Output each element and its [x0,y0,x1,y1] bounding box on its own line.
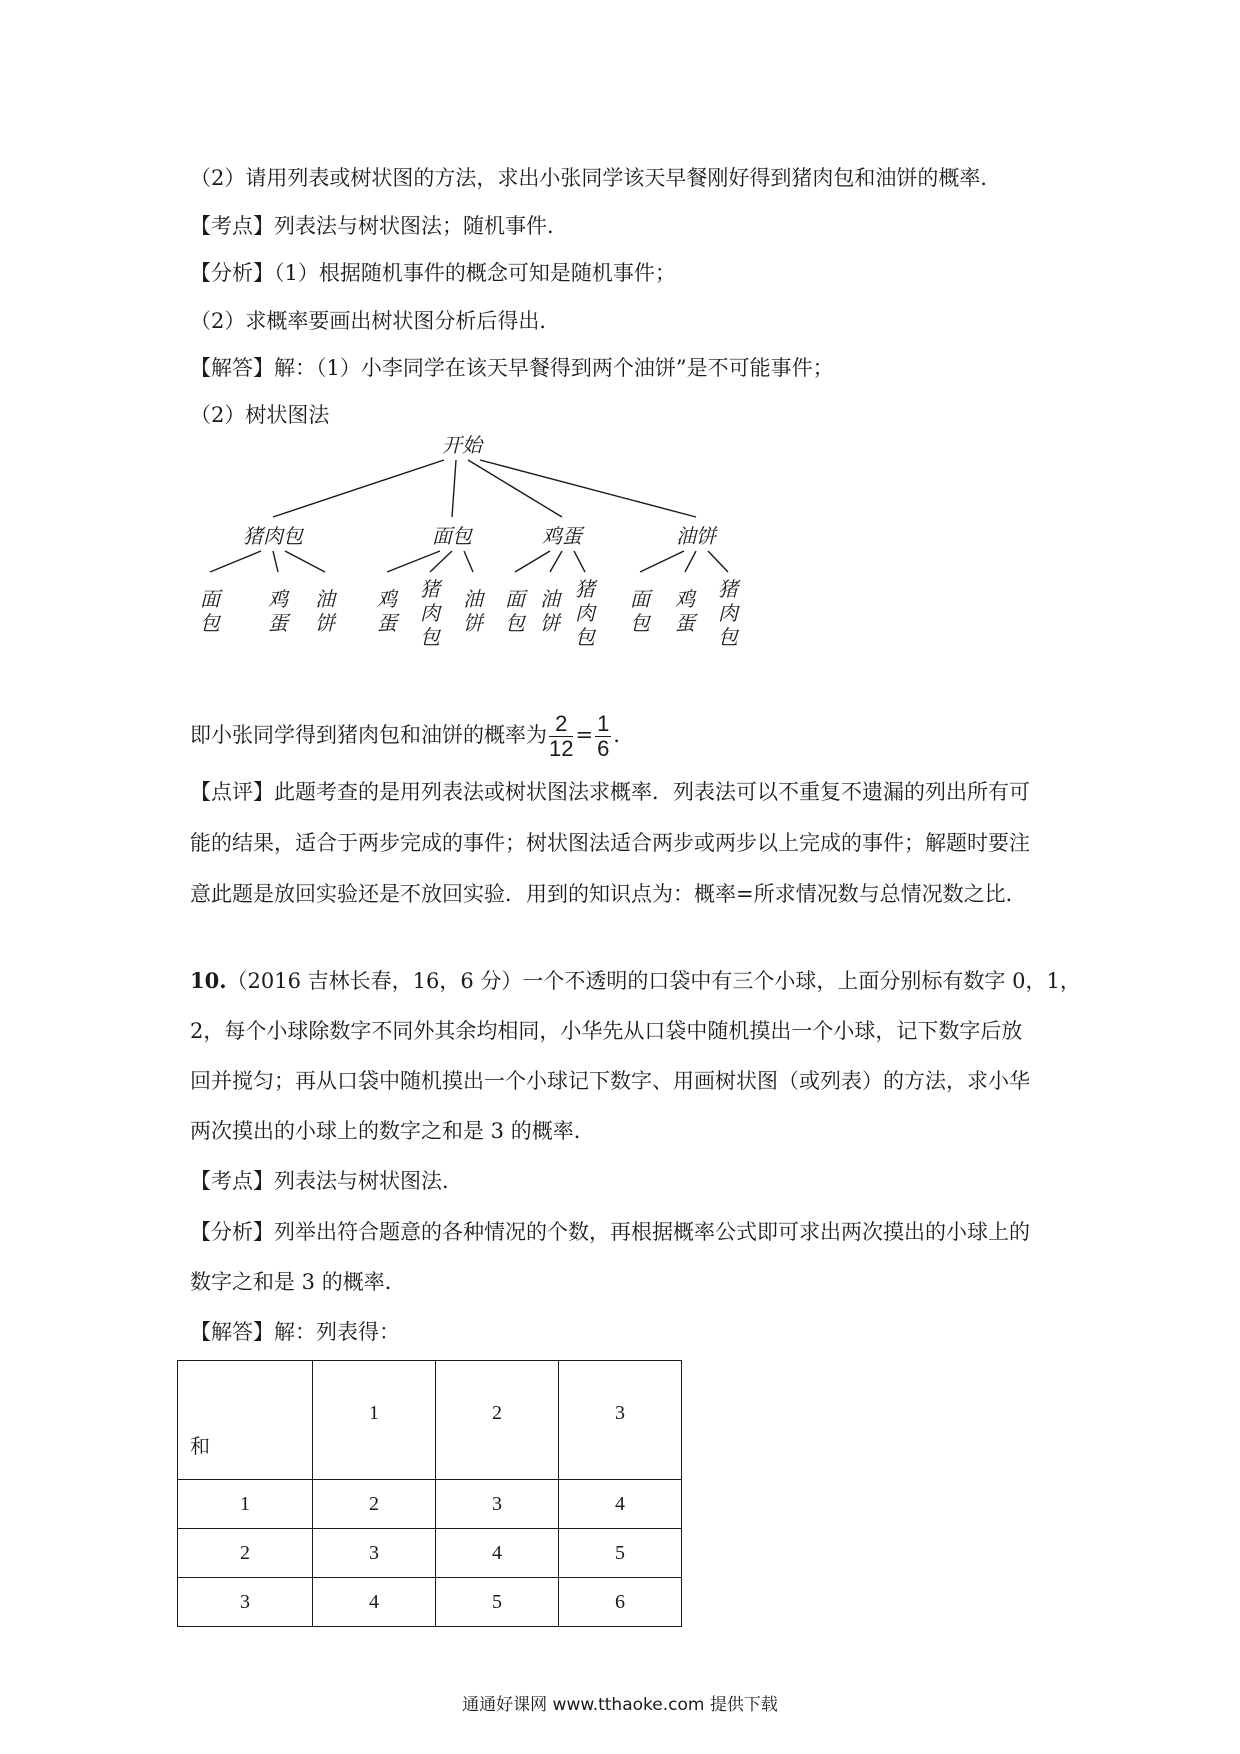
tree-branch [515,551,550,572]
review-line-1: 【点评】此题考查的是用列表法或树状图法求概率．列表法可以不重复不遗漏的列出所有可 [190,780,1030,804]
q10-fenxi-1: 【分析】列举出符合题意的各种情况的个数，再根据概率公式即可求出两次摸出的小球上的 [190,1220,1030,1244]
tree-leaf-node: 猪肉包 [420,577,440,649]
sum-table [177,1360,682,1627]
table-row-header: 2 [178,1529,313,1578]
table-cell: 5 [436,1578,559,1627]
q10-jieda: 【解答】解：列表得： [190,1320,400,1344]
tree-branch [273,551,278,572]
equals-sign: = [575,723,594,747]
conclusion-text: 即小张同学得到猪肉包和油饼的概率为 [190,723,547,747]
tree-leaf-node: 猪肉包 [718,577,738,649]
table-col-header: 3 [559,1361,682,1480]
tree-method-label: （2）树状图法 [190,403,330,427]
table-cell: 3 [313,1529,436,1578]
tree-branch [685,551,696,572]
table-cell: 3 [436,1480,559,1529]
table-row [178,1529,682,1578]
tree-leaf-node: 鸡蛋 [377,587,397,635]
tree-level1-node: 面包 [432,524,472,548]
tree-leaf-node: 油饼 [540,587,560,635]
fraction-numerator: 1 [597,711,610,736]
tree-svg [180,430,820,700]
review-line-2: 能的结果，适合于两步完成的事件；树状图法适合两步或两步以上完成的事件；解题时要注 [190,831,1030,855]
kaodian-line: 【考点】列表法与树状图法；随机事件． [190,214,568,238]
tree-branch [285,551,325,572]
table-col-header: 2 [436,1361,559,1480]
table-cell: 5 [559,1529,682,1578]
table-cell: 4 [559,1480,682,1529]
tree-leaf-node: 油饼 [463,587,483,635]
tree-leaf-node: 鸡蛋 [675,587,695,635]
fraction-numerator: 2 [549,712,573,737]
subquestion-2: （2）请用列表或树状图的方法，求出小张同学该天早餐刚好得到猪肉包和油饼的概率． [190,166,1002,190]
table-cell: 4 [313,1578,436,1627]
question-10-line-4: 两次摸出的小球上的数字之和是 3 的概率． [190,1119,595,1143]
tree-branch [640,551,684,572]
question-10-line-2: 2，每个小球除数字不同外其余均相同，小华先从口袋中随机摸出一个小球，记下数字后放 [190,1019,1023,1043]
table-row-header: 1 [178,1480,313,1529]
tree-leaf-node: 面包 [200,587,220,635]
tree-leaf-node: 油饼 [315,587,335,635]
question-number: 10. [190,968,227,993]
table-col-header: 1 [313,1361,436,1480]
review-line-3: 意此题是放回实验还是不放回实验．用到的知识点为：概率=所求情况数与总情况数之比． [190,882,1027,906]
fraction-2-12 [549,712,573,761]
table-row [178,1480,682,1529]
probability-tree-diagram [180,430,820,700]
table-header-row [178,1361,682,1480]
table-corner-cell: 和 [178,1361,313,1480]
tree-branch [387,551,440,572]
tree-leaf-node: 面包 [630,587,650,635]
table-row [178,1578,682,1627]
tree-branch [574,551,585,572]
question-10-line-3: 回并搅匀；再从口袋中随机摸出一个小球记下数字、用画树状图（或列表）的方法，求小华 [190,1069,1030,1093]
tree-branch [210,551,261,572]
tree-level1-node: 猪肉包 [243,524,303,548]
tree-leaf-node: 鸡蛋 [268,587,288,635]
tree-level1-node: 油饼 [676,524,716,548]
fraction-denominator: 6 [597,736,610,761]
question-10-line-1 [190,967,1081,995]
tree-branch [550,551,562,572]
tree-level1-node: 鸡蛋 [542,524,582,548]
fenxi-line: 【分析】（1）根据随机事件的概念可知是随机事件； [190,261,676,285]
tree-branch [708,551,728,572]
tree-branch [464,551,473,572]
conclusion-end: ． [613,723,635,747]
table-cell: 4 [436,1529,559,1578]
fenxi-line-2: （2）求概率要画出树状图分析后得出． [190,309,561,333]
table-row-header: 3 [178,1578,313,1627]
tree-branch [273,460,444,517]
table-cell: 2 [313,1480,436,1529]
fraction-1-6 [595,712,611,761]
tree-leaf-node: 猪肉包 [575,577,595,649]
tree-branch [452,460,456,517]
tree-branch [480,460,696,517]
jieda-line: 【解答】解：（1）小李同学在该天早餐得到两个油饼”是不可能事件； [190,356,834,380]
q10-fenxi-2: 数字之和是 3 的概率． [190,1270,406,1294]
page-footer: 通通好课网 www.tthaoke.com 提供下载 [462,1695,778,1715]
tree-leaf-node: 面包 [505,587,525,635]
q10-kaodian: 【考点】列表法与树状图法． [190,1169,463,1193]
conclusion-line [190,712,634,761]
fraction-denominator: 12 [549,736,574,761]
table-cell: 6 [559,1578,682,1627]
tree-root-node: 开始 [442,433,482,457]
question-text: （2016 吉林长春，16，6 分）一个不透明的口袋中有三个小球，上面分别标有数字 0，1， [226,969,1081,993]
